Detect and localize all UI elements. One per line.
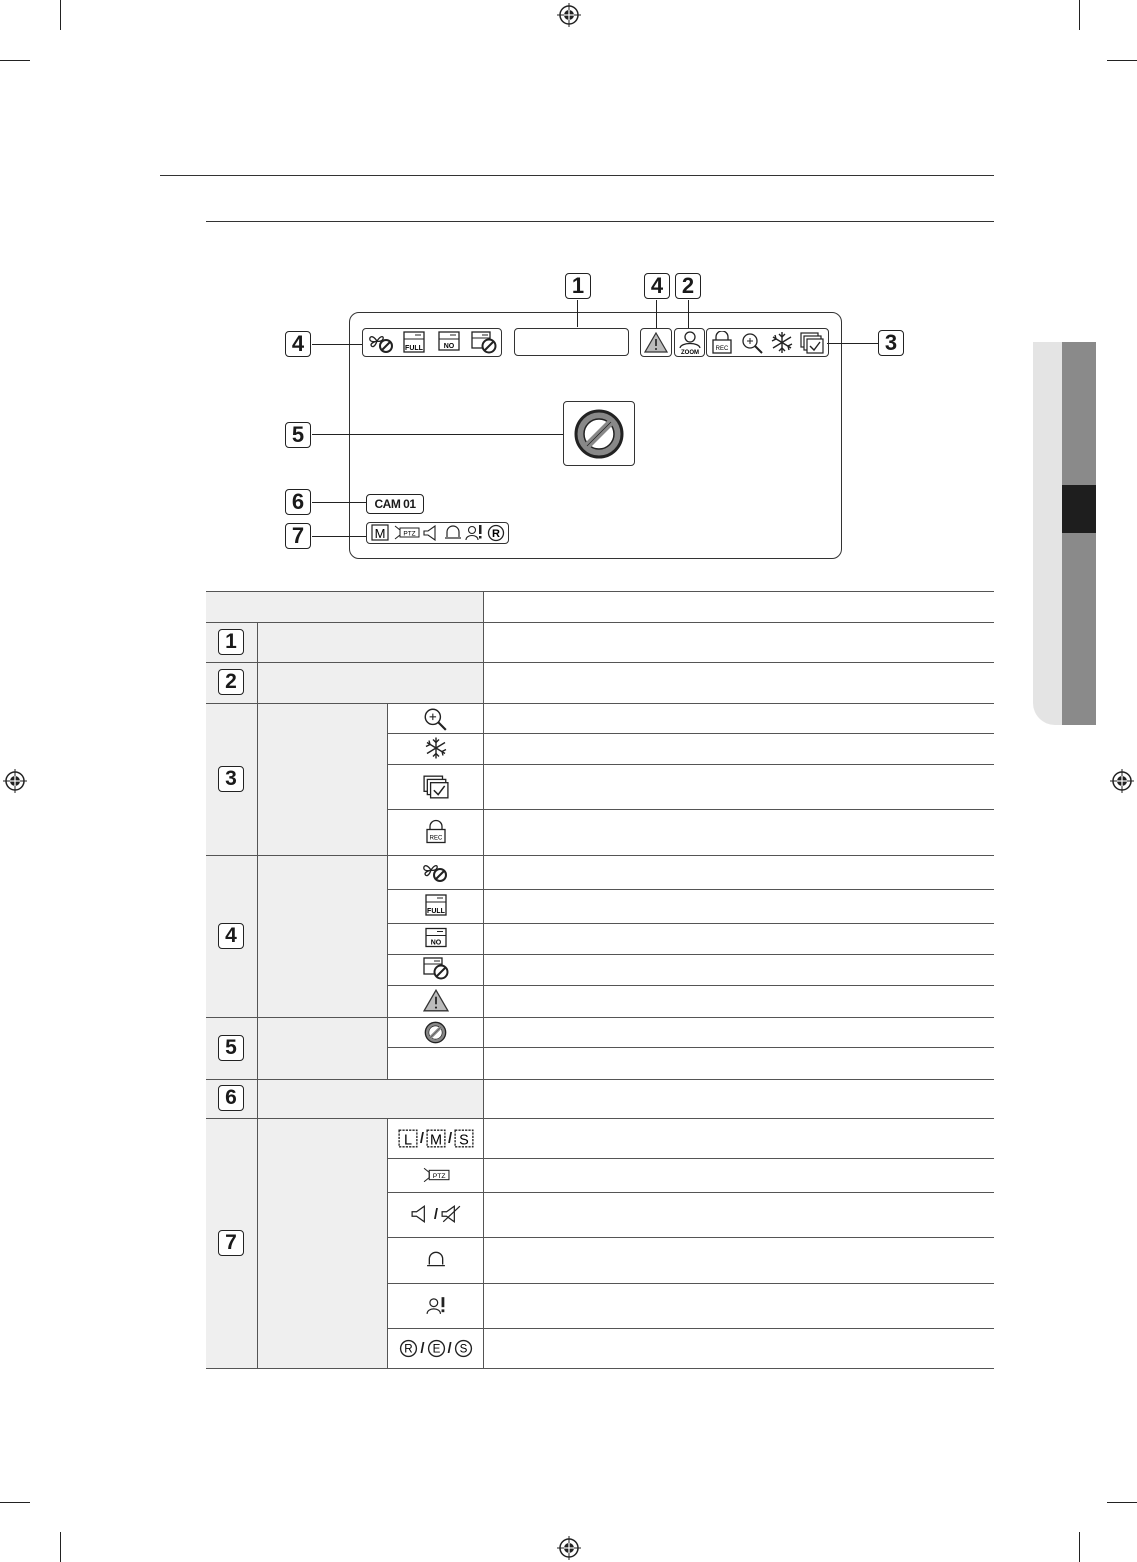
row-number-4: 4 (218, 923, 244, 949)
record-e-text: E (432, 1342, 440, 1356)
freeze-icon (770, 331, 794, 354)
no-hdd-icon (424, 927, 448, 951)
crop-mark (1107, 60, 1137, 61)
callout-3-right: 3 (878, 330, 904, 356)
channel-name-box (514, 328, 629, 356)
table-subrule (387, 1237, 994, 1238)
warning-icon (423, 989, 449, 1012)
row-number-6: 6 (218, 1085, 244, 1111)
freeze-icon (424, 736, 448, 760)
table-divider (387, 703, 388, 1079)
record-s-text: S (459, 1342, 468, 1356)
table-rule (206, 1079, 994, 1080)
leader-line (577, 300, 578, 327)
row-number-5: 5 (218, 1035, 244, 1061)
hdd-full-icon (424, 893, 448, 918)
alarm-icon (426, 1250, 446, 1269)
no-video-icon (573, 408, 625, 460)
callout-5-left: 5 (285, 422, 311, 448)
record-e-icon (427, 1339, 446, 1358)
crop-mark (0, 1502, 30, 1503)
user-zoom-box (674, 328, 705, 357)
motion-detection-icon (426, 1296, 446, 1315)
row-4-label (257, 855, 387, 1017)
fan-error-icon (422, 860, 448, 884)
zoom-icon (422, 706, 448, 732)
warning-box (640, 328, 672, 357)
row-7-label (257, 1118, 387, 1368)
table-subrule (387, 1192, 994, 1193)
table-subrule (387, 1047, 994, 1048)
no-hdd-icon (437, 331, 461, 354)
table-rule (206, 855, 994, 856)
header-rule (160, 175, 994, 176)
mode-l-icon (398, 1129, 418, 1148)
ptz-text: PTZ (403, 530, 416, 538)
leader-line (688, 300, 689, 329)
record-quality-icons (390, 1127, 482, 1149)
table-rule (206, 1118, 994, 1119)
callout-1-top: 1 (565, 273, 591, 299)
ptz-icon (423, 1167, 450, 1183)
hdd-error-icon (422, 956, 450, 981)
row-6-label (257, 1079, 483, 1118)
separator-slash-icon: / (448, 1129, 453, 1147)
no-video-icon (424, 1021, 447, 1044)
mode-m-text: M (429, 1132, 443, 1148)
separator-slash-icon: / (419, 1129, 424, 1147)
sequence-icon (423, 775, 449, 799)
record-status-icons (390, 1337, 482, 1359)
mode-m-text: M (374, 526, 386, 541)
chapter-tab-active (1062, 485, 1096, 533)
record-r-text: R (492, 528, 500, 540)
no-video-box (563, 401, 635, 466)
row-number-3: 3 (218, 766, 244, 792)
table-subrule (387, 733, 994, 734)
registration-mark-icon (3, 769, 27, 793)
crop-mark (60, 1532, 61, 1562)
no-hdd-text: NO (430, 939, 442, 947)
row-2-label (257, 662, 483, 703)
mode-l-text: L (403, 1132, 412, 1148)
zoom-icon (740, 331, 764, 355)
row-number-2: 2 (218, 669, 244, 695)
icon-description-table (206, 591, 994, 1369)
table-divider (483, 591, 484, 1368)
rec-text: REC (429, 835, 443, 842)
leader-line (656, 300, 657, 329)
leader-line (312, 344, 362, 345)
crop-mark (1107, 1502, 1137, 1503)
separator-slash-icon: / (433, 1205, 439, 1223)
crop-mark (1079, 1532, 1080, 1562)
rec-lock-icon (710, 331, 734, 354)
ptz-icon (394, 525, 420, 540)
table-subrule (387, 764, 994, 765)
audio-on-icon (411, 1205, 431, 1223)
leader-line (312, 502, 366, 503)
callout-4-left: 4 (285, 331, 311, 357)
record-r-icon (399, 1339, 418, 1358)
table-subrule (387, 954, 994, 955)
no-hdd-text: NO (443, 343, 455, 350)
mode-s-icon (454, 1129, 474, 1148)
table-rule (206, 662, 994, 663)
camera-name-label: CAM 01 (366, 494, 424, 514)
record-r-text: R (404, 1342, 414, 1356)
row-3-label (257, 703, 387, 855)
table-divider (257, 622, 258, 1368)
mode-m-icon (426, 1129, 446, 1148)
table-rule (206, 1017, 994, 1018)
registration-mark-icon (557, 3, 581, 27)
record-s-icon (454, 1339, 473, 1358)
leader-line (312, 536, 366, 537)
table-divider (387, 1118, 388, 1368)
row-1-label (257, 622, 483, 662)
callout-2-top: 2 (675, 273, 701, 299)
table-header-cell (206, 591, 483, 622)
motion-detection-icon (465, 524, 483, 541)
table-subrule (387, 1283, 994, 1284)
hdd-full-text: FULL (427, 908, 445, 915)
record-r-icon (487, 524, 505, 542)
table-subrule (387, 809, 994, 810)
sequence-icon (800, 332, 824, 354)
warning-icon (644, 332, 668, 353)
table-subrule (387, 923, 994, 924)
mode-m-icon (371, 524, 389, 541)
callout-6-left: 6 (285, 489, 311, 515)
table-subrule (387, 1158, 994, 1159)
table-rule (206, 703, 994, 704)
subheader-rule (206, 221, 994, 222)
table-subrule (387, 889, 994, 890)
hdd-full-text: FULL (405, 345, 423, 352)
table-rule (206, 1368, 994, 1369)
table-label-column (206, 622, 257, 1368)
audio-mute-icon (441, 1205, 461, 1223)
callout-7-left: 7 (285, 523, 311, 549)
row-number-1: 1 (218, 629, 244, 655)
rec-text: REC (715, 346, 729, 352)
hdd-full-icon (402, 331, 426, 354)
callout-4-top: 4 (644, 273, 670, 299)
row-number-7: 7 (218, 1230, 244, 1256)
zoom-user-text: ZOOM (681, 350, 699, 355)
audio-icons (390, 1203, 482, 1225)
separator-slash-icon: / (420, 1339, 425, 1357)
table-subrule (387, 985, 994, 986)
separator-slash-icon: / (447, 1339, 452, 1357)
table-rule (206, 591, 994, 592)
crop-mark (0, 60, 30, 61)
registration-mark-icon (557, 1536, 581, 1560)
table-subrule (387, 1328, 994, 1329)
alarm-icon (444, 524, 462, 541)
hdd-error-icon (470, 330, 498, 355)
chapter-tab-background (1033, 342, 1063, 725)
user-icon (677, 330, 703, 355)
table-rule (206, 622, 994, 623)
crop-mark (1079, 0, 1080, 30)
leader-line (312, 434, 563, 435)
crop-mark (60, 0, 61, 30)
system-status-icons (362, 328, 502, 357)
camera-status-icons (366, 522, 509, 544)
mode-s-text: S (459, 1132, 469, 1148)
function-status-icons (706, 328, 829, 357)
ptz-text: PTZ (432, 1173, 446, 1181)
audio-icon (423, 525, 441, 541)
chapter-tab (1062, 342, 1096, 725)
rec-lock-icon (424, 819, 448, 845)
leader-line (827, 343, 878, 344)
registration-mark-icon (1110, 769, 1134, 793)
fan-error-icon (368, 332, 394, 354)
row-5-label (257, 1017, 387, 1079)
